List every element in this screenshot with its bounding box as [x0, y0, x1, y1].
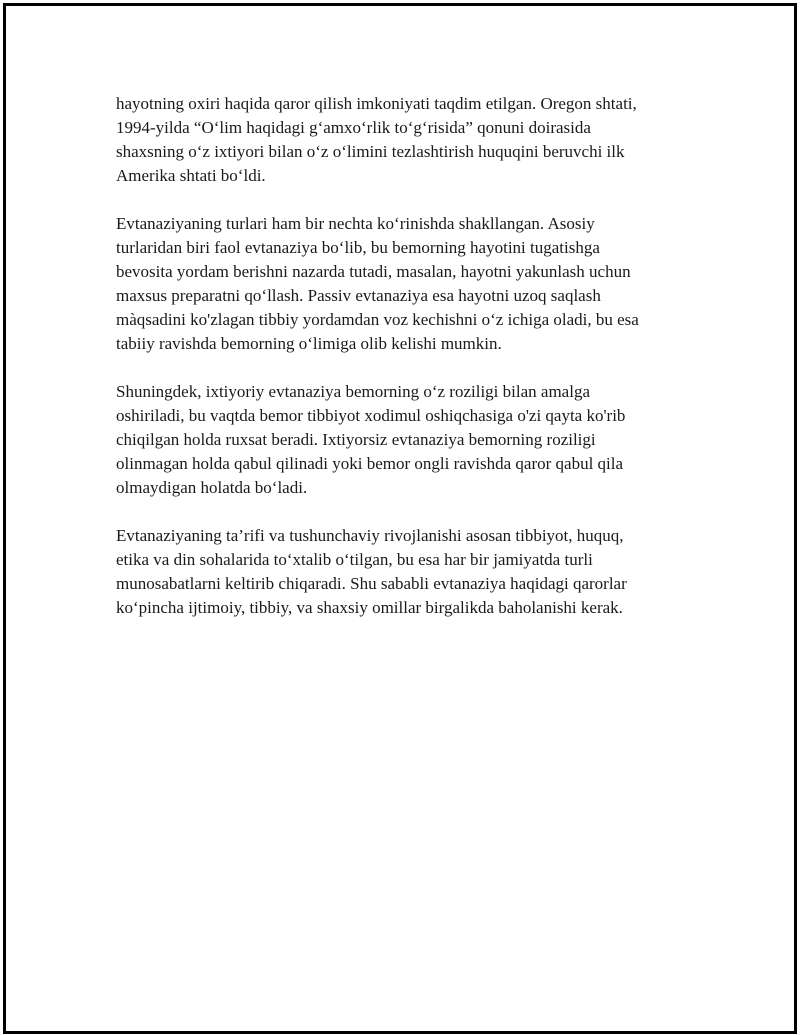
text-line: maxsus preparatni qo‘llash. Passiv evtanaziya esa hayotni uzoq saqlash	[116, 286, 601, 305]
text-line: munosabatlarni keltirib chiqaradi. Shu sababli evtanaziya haqidagi qarorlar	[116, 574, 627, 593]
text-line: Shuningdek, ixtiyoriy evtanaziya bemorning o‘z roziligi bilan amalga	[116, 382, 590, 401]
document-body	[116, 92, 706, 644]
text-line: bevosita yordam berishni nazarda tutadi, masalan, hayotni yakunlash uchun	[116, 262, 631, 281]
text-line: màqsadini ko'zlagan tibbiy yordamdan voz kechishni o‘z ichiga oladi, bu esa	[116, 310, 639, 329]
text-line: Evtanaziyaning turlari ham bir nechta ko‘rinishda shakllangan. Asosiy	[116, 214, 595, 233]
paragraph-1	[116, 92, 706, 188]
paragraph-2	[116, 212, 706, 356]
text-line: tabiiy ravishda bemorning o‘limiga olib kelishi mumkin.	[116, 334, 502, 353]
text-line: Amerika shtati bo‘ldi.	[116, 166, 266, 185]
text-line: olinmagan holda qabul qilinadi yoki bemor ongli ravishda qaror qabul qila	[116, 454, 624, 473]
paragraph-3	[116, 380, 706, 500]
text-line: Evtanaziyaning ta’rifi va tushunchaviy rivojlanishi asosan tibbiyot, huquq,	[116, 526, 624, 545]
paragraph-4	[116, 524, 706, 620]
text-line: etika va din sohalarida to‘xtalib o‘tilgan, bu esa har bir jamiyatda turli	[116, 550, 593, 569]
text-line: ko‘pincha ijtimoiy, tibbiy, va shaxsiy omillar birgalikda baholanishi kerak.	[116, 598, 623, 617]
text-line: hayotning oxiri haqida qaror qilish imkoniyati taqdim etilgan. Oregon shtati,	[116, 94, 637, 113]
text-line: shaxsning o‘z ixtiyori bilan o‘z o‘limini tezlashtirish huquqini beruvchi ilk	[116, 142, 625, 161]
text-line: oshiriladi, bu vaqtda bemor tibbiyot xodimul oshiqchasiga o'zi qayta ko'rib	[116, 406, 626, 425]
text-line: 1994-yilda “O‘lim haqidagi g‘amxo‘rlik to‘g‘risida” qonuni doirasida	[116, 118, 591, 137]
text-line: turlaridan biri faol evtanaziya bo‘lib, bu bemorning hayotini tugatishga	[116, 238, 600, 257]
text-line: chiqilgan holda ruxsat beradi. Ixtiyorsiz evtanaziya bemorning roziligi	[116, 430, 596, 449]
text-line: olmaydigan holatda bo‘ladi.	[116, 478, 308, 497]
